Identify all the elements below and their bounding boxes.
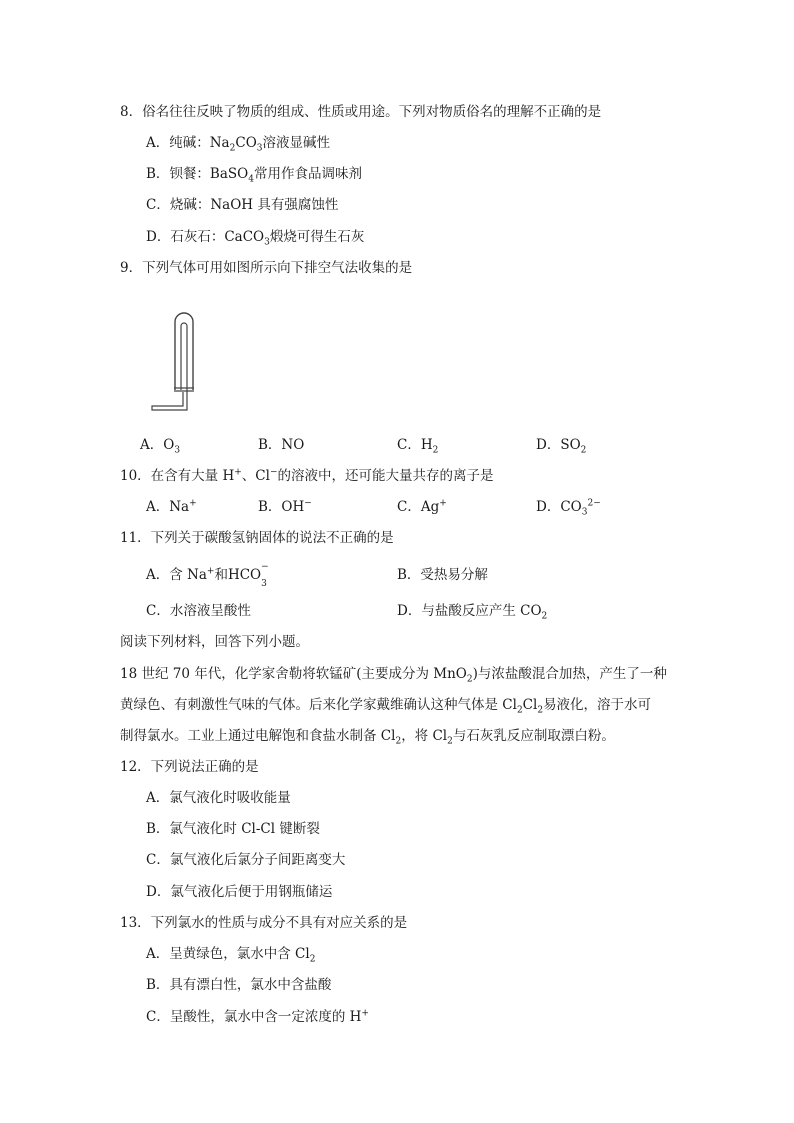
q9-option-a: A．$O_3$: [140, 437, 181, 456]
q8-stem: 8．俗名往往反映了物质的组成、性质或用途。下列对物质俗名的理解不正确的是: [120, 104, 602, 120]
q10-option-d: D．$CO_3^{2-}$: [536, 498, 601, 518]
q8-option-b: B．钡餐：BaSO$_4$常用作食品调味剂: [146, 166, 362, 185]
q12-option-a: A．氯气液化时吸收能量: [146, 790, 291, 806]
q10-option-b: B．OH−: [258, 498, 312, 515]
q8-option-a: A．纯碱：$Na_2CO_3$溶液显碱性: [146, 135, 330, 154]
q12-option-b: B．氯气液化时 Cl-Cl 键断裂: [146, 821, 320, 837]
passage-intro: 阅读下列材料，回答下列小题。: [120, 634, 309, 650]
q8-option-d: D．石灰石：CaCO$_3$煅烧可得生石灰: [146, 229, 365, 248]
q13-stem: 13．下列氯水的性质与成分不具有对应关系的是: [120, 915, 408, 931]
q9-option-d: D．$SO_2$: [536, 437, 587, 456]
q9-option-b: B．NO: [258, 437, 305, 453]
q12-option-c: C．氯气液化后氯分子间距离变大: [146, 852, 346, 868]
q13-option-b: B．具有漂白性，氯水中含盐酸: [146, 977, 332, 993]
q9-stem: 9．下列气体可用如图所示向下排空气法收集的是: [120, 260, 413, 276]
q11-option-a: A．含 Na+和HCO − $_3$: [146, 562, 269, 589]
q8-option-c: C．烧碱：NaOH 具有强腐蚀性: [146, 197, 339, 213]
q10-option-a: A．Na+: [146, 498, 197, 515]
q13-option-a: A．呈黄绿色，氯水中含 $Cl_2$: [146, 946, 316, 965]
q9-option-c: C．$H_2$: [397, 437, 439, 456]
q12-stem: 12．下列说法正确的是: [120, 759, 259, 775]
passage-line-2: 黄绿色、有刺激性气味的气体。后来化学家戴维确认这种气体是 $Cl_2Cl_2$易液化，溶于水可: [120, 697, 652, 716]
q10-stem: 10．在含有大量 H+、Cl−的溶液中，还可能大量共存的离子是: [120, 467, 494, 484]
q13-option-c: C．呈酸性，氯水中含一定浓度的 H+: [146, 1008, 369, 1025]
q11-option-d: D．与盐酸反应产生 $CO_2$: [397, 603, 548, 622]
passage-line-1: 18 世纪 70 年代，化学家舍勒将软锰矿(主要成分为 MnO$_2$)与浓盐酸混合加热，产生了一种: [120, 666, 667, 685]
q11-stem: 11．下列关于碳酸氢钠固体的说法不正确的是: [120, 530, 394, 546]
passage-line-3: 制得氯水。工业上通过电解饱和食盐水制备 $Cl_2$，将 $Cl_2$与石灰乳反应制取漂白粉。: [120, 728, 615, 747]
gas-collection-tube-diagram: [148, 312, 198, 414]
q10-option-c: C．Ag+: [397, 498, 447, 515]
q11-option-c: C．水溶液呈酸性: [146, 603, 251, 619]
q11-option-b: B．受热易分解: [397, 567, 488, 583]
q12-option-d: D．氯气液化后便于用钢瓶储运: [146, 884, 333, 900]
